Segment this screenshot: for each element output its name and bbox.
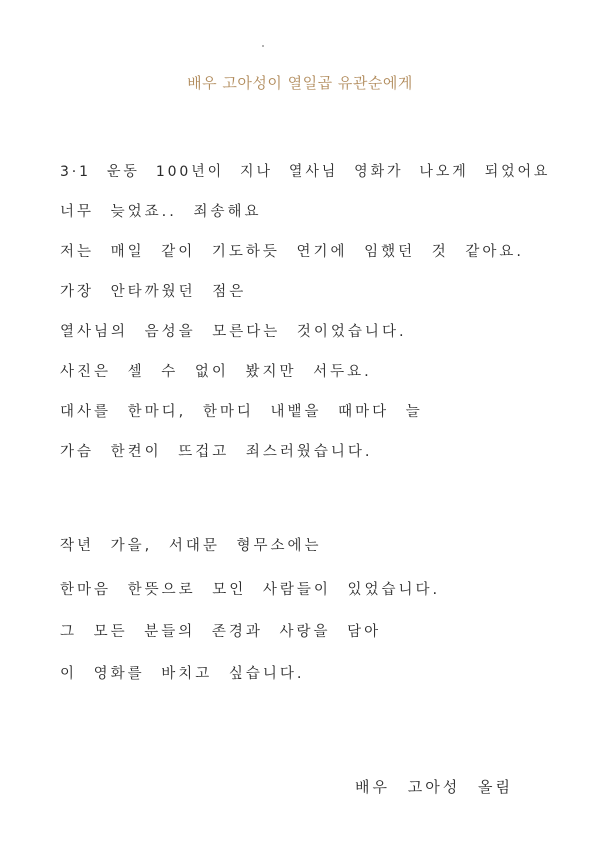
letter-line-12: 이 영화를 바치고 싶습니다. bbox=[60, 666, 305, 682]
letter-line-10: 한마음 한뜻으로 모인 사람들이 있었습니다. bbox=[60, 582, 441, 598]
letter-line-3: 저는 매일 같이 기도하듯 연기에 임했던 것 같아요. bbox=[60, 244, 525, 260]
letter-line-5: 열사님의 음성을 모른다는 것이었습니다. bbox=[60, 324, 407, 340]
page-dot bbox=[262, 45, 264, 47]
letter-line-8: 가슴 한켠이 뜨겁고 죄스러웠습니다. bbox=[60, 444, 373, 460]
letter-line-11: 그 모든 분들의 존경과 사랑을 담아 bbox=[60, 624, 382, 640]
letter-line-2: 너무 늦었죠.. 죄송해요 bbox=[60, 204, 262, 220]
letter-title: 배우 고아성이 열일곱 유관순에게 bbox=[187, 74, 413, 92]
letter-line-1: 3·1 운동 100년이 지나 열사님 영화가 나오게 되었어요 bbox=[60, 164, 551, 180]
letter-line-9: 작년 가을, 서대문 형무소에는 bbox=[60, 538, 322, 554]
letter-line-7: 대사를 한마디, 한마디 내뱉을 때마다 늘 bbox=[60, 404, 423, 420]
letter-line-4: 가장 안타까웠던 점은 bbox=[60, 284, 247, 300]
letter-line-6: 사진은 셀 수 없이 봤지만 서두요. bbox=[60, 364, 372, 380]
letter-signature: 배우 고아성 올림 bbox=[355, 778, 513, 796]
